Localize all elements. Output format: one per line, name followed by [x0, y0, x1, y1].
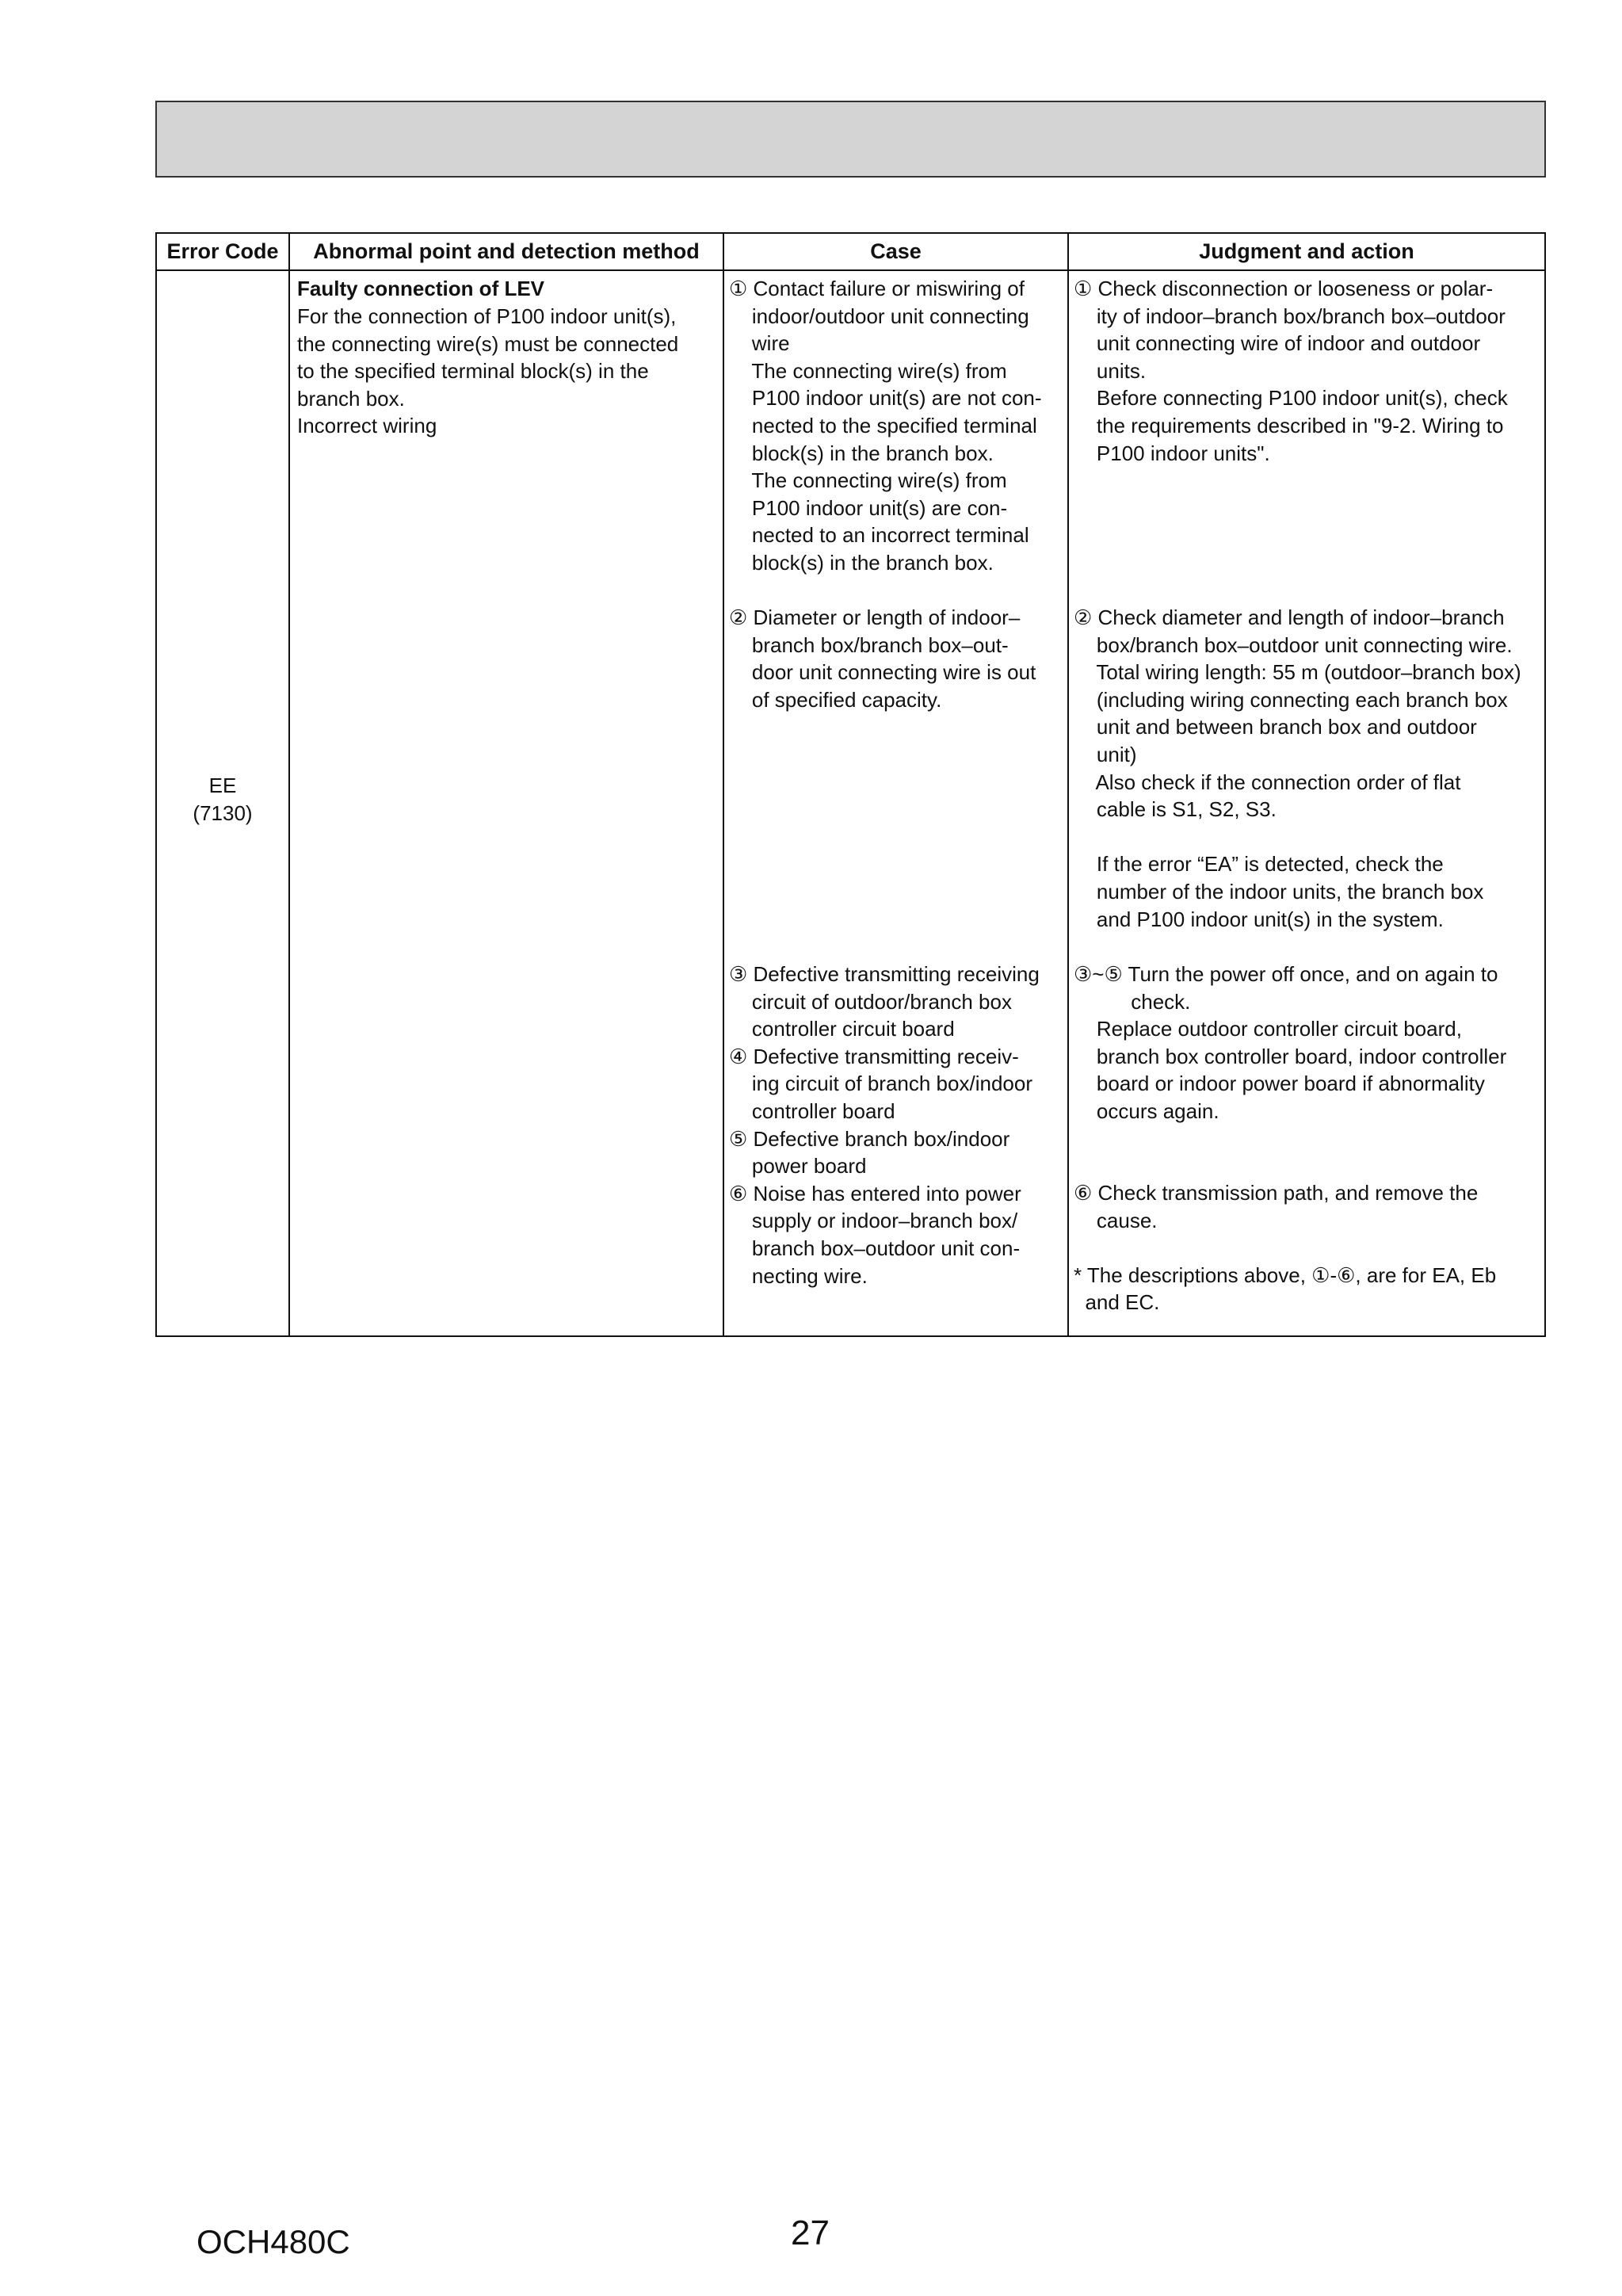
section-title-banner [155, 101, 1546, 178]
model-code: OCH480C [197, 2223, 350, 2260]
header-case: Case [870, 239, 922, 263]
abnormal-description: For the connection of P100 indoor unit(s), the connecting wire(s) must be connected to the specified terminal block(s) in the branch box. Incorrect wiring [297, 304, 679, 438]
error-code-table [155, 232, 1546, 1337]
header-judgment: Judgment and action [1199, 239, 1414, 263]
column-divider [1067, 234, 1069, 1335]
judgment-item-6: ⑥ Check transmission path, and remove the cause. * The descriptions above, ①-⑥, are for EA, Eb and EC. [1074, 1181, 1497, 1315]
judgment-item-1: ① Check disconnection or looseness or polar- ity of indoor–branch box/branch box–outdoor unit connecting wire of indoor and outdoor units. Before connecting P100 indoor unit(s), check the requirements described in "9-2. Wiring to P100 indoor units". [1074, 277, 1508, 465]
judgment-item-2: ② Check diameter and length of indoor–branch box/branch box–outdoor unit connecting wire. Total wiring length: 55 m (outdoor–branch box) (including wiring connecting each branch box unit and between branch box and outdoor unit) Also check if the connection order of flat cable is S1, S2, S3. If the error “EA” is detected, check the number of the indoor units, the branch box and P100 indoor unit(s) in the system. [1074, 606, 1521, 931]
case-item-2: ② Diameter or length of indoor– branch box/branch box–out- door unit connecting wire is out of specified capacity. [729, 606, 1036, 712]
judgment-items-3-to-5: ③~⑤ Turn the power off once, and on again to check. Replace outdoor controller circuit board, branch box controller board, indoor controller board or indoor power board if abnormality occurs again. [1074, 962, 1507, 1123]
header-error-code: Error Code [166, 239, 279, 263]
header-divider [157, 269, 1544, 271]
case-item-1: ① Contact failure or miswiring of indoor/outdoor unit connecting wire The connecting wire(s) from P100 indoor unit(s) are not con- nected to the specified terminal block(s) in the branch box. The connecting wire(s) from P100 indoor unit(s) are con- nected to an incorrect terminal block(s) in the branch box. [729, 277, 1042, 575]
column-divider [288, 234, 290, 1335]
error-code-number: (7130) [193, 801, 253, 825]
error-code-value: EE [208, 774, 237, 797]
page-number: 27 [791, 2214, 830, 2252]
case-items-3-to-6: ③ Defective transmitting receiving circuit of outdoor/branch box controller circuit board ④ Defective transmitting receiv- ing circuit of branch box/indoor controller board ⑤ Defective branch box/indoor power board ⑥ Noise has entered into power supply or indoor–branch box/ branch box–outdoor unit con- necting wire. [729, 962, 1040, 1288]
abnormal-title: Faulty connection of LEV [297, 277, 545, 300]
header-abnormal-point: Abnormal point and detection method [313, 239, 700, 263]
column-divider [723, 234, 724, 1335]
